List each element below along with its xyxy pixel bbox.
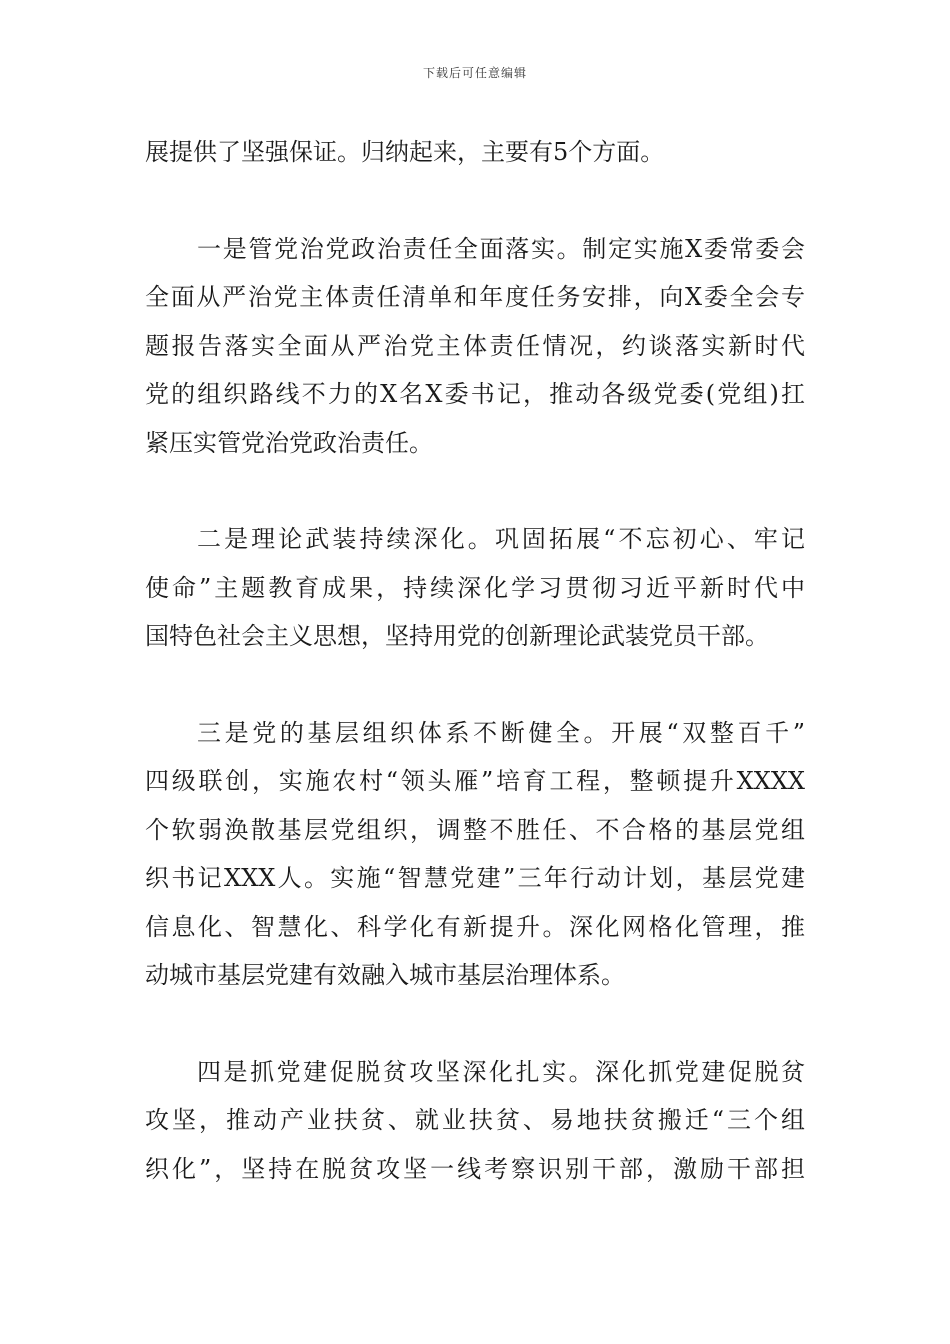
text-line: 党的组织路线不力的X名X委书记，推动各级党委(党组)扛	[145, 380, 805, 408]
paragraph-2	[145, 515, 805, 661]
text-line: 个软弱涣散基层党组织，调整不胜任、不合格的基层党组	[145, 815, 805, 844]
text-line: 信息化、智慧化、科学化有新提升。深化网格化管理，推	[145, 912, 805, 941]
paragraph-continuation	[145, 128, 805, 177]
paragraph-gap	[145, 661, 805, 709]
paragraph-1	[145, 225, 805, 468]
text-line: 使命”主题教育成果，持续深化学习贯彻习近平新时代中	[145, 573, 805, 602]
text-line: 四是抓党建促脱贫攻坚深化扎实。深化抓党建促脱贫	[197, 1057, 805, 1086]
text-line: 动城市基层党建有效融入城市基层治理体系。	[145, 961, 625, 989]
document-body	[145, 128, 805, 1193]
text-line: 题报告落实全面从严治党主体责任情况，约谈落实新时代	[145, 331, 805, 360]
text-line: 全面从严治党主体责任清单和年度任务安排，向X委全会专	[145, 283, 805, 311]
paragraph-4	[145, 1048, 805, 1194]
paragraph-gap	[145, 467, 805, 515]
text-line: 织化”，坚持在脱贫攻坚一线考察识别干部，激励干部担	[145, 1154, 805, 1183]
text-line: 一是管党治党政治责任全面落实。制定实施X委常委会	[197, 234, 805, 263]
text-line: 攻坚，推动产业扶贫、就业扶贫、易地扶贫搬迁“三个组	[145, 1106, 805, 1134]
paragraph-3	[145, 709, 805, 1000]
paragraph-gap	[145, 1000, 805, 1048]
text-line: 展提供了坚强保证。归纳起来，主要有5个方面。	[145, 138, 665, 166]
page-header: 下载后可任意编辑	[422, 66, 527, 80]
text-line: 紧压实管党治党政治责任。	[145, 428, 433, 457]
text-line: 三是党的基层组织体系不断健全。开展“双整百千”	[197, 718, 805, 747]
text-line: 四级联创，实施农村“领头雁”培育工程，整顿提升XXXX	[145, 767, 805, 795]
paragraph-gap	[145, 177, 805, 225]
text-line: 织书记XXX人。实施“智慧党建”三年行动计划，基层党建	[145, 864, 805, 892]
text-line: 二是理论武装持续深化。巩固拓展“不忘初心、牢记	[197, 525, 805, 553]
text-line: 国特色社会主义思想，坚持用党的创新理论武装党员干部。	[145, 622, 769, 650]
